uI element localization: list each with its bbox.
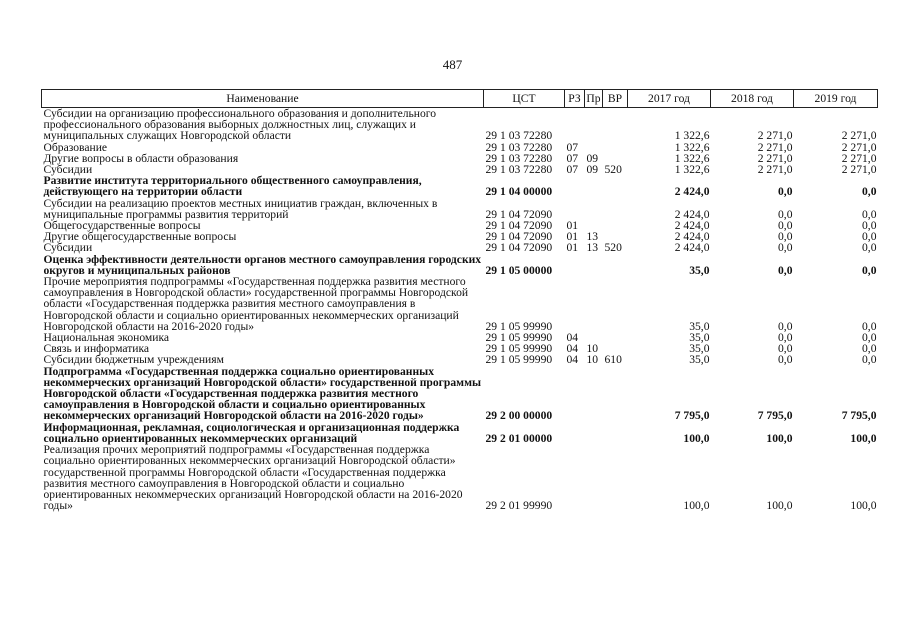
- cell-vr: [603, 220, 628, 231]
- cell-y2017: 7 795,0: [674, 409, 710, 423]
- cell-y2019: 2 271,0: [841, 129, 877, 143]
- table-row: [42, 422, 878, 444]
- cell-name: Оценка эффективности деятельности органов местного самоуправления городских округов и муниципальных районов: [43, 252, 482, 277]
- cell-y2017: 1 322,6: [674, 129, 710, 143]
- cell-vr: 520: [604, 241, 622, 255]
- cell-name: Национальная экономика: [43, 331, 170, 345]
- cell-rz: [565, 366, 585, 422]
- cell-vr: [603, 366, 628, 422]
- cell-cst: 29 1 03 72280: [485, 129, 553, 143]
- cell-vr: [603, 198, 628, 220]
- table-row: [42, 254, 878, 276]
- cell-y2017: 35,0: [689, 342, 710, 356]
- cell-rz: 04: [566, 331, 579, 345]
- cell-cst: 29 2 01 00000: [485, 431, 553, 445]
- table-row: [42, 108, 878, 142]
- cell-y2018: 0,0: [778, 207, 793, 221]
- cell-y2018: 100,0: [766, 431, 793, 445]
- header-2019: 2019 год: [794, 90, 878, 108]
- cell-y2019: 2 271,0: [841, 163, 877, 177]
- cell-cst: 29 1 04 72090: [485, 219, 553, 233]
- cell-name: Образование: [43, 140, 108, 154]
- cell-name: Развитие института территориального общественного самоуправления, действующего на территории области: [43, 174, 422, 199]
- cell-rz: [565, 422, 585, 444]
- cell-y2019: 0,0: [862, 353, 877, 367]
- cell-rz: [565, 175, 585, 197]
- cell-pr: 09: [586, 163, 599, 177]
- cell-y2018: 0,0: [778, 263, 793, 277]
- cell-pr: [585, 175, 603, 197]
- cell-name: Субсидии на организацию профессионального образования и дополнительного профессионального образования выборных должностных лиц, служащих и муниципальных служащих Новгородской области: [43, 107, 437, 143]
- cell-pr: [585, 198, 603, 220]
- cell-y2018: 0,0: [778, 331, 793, 345]
- header-2018: 2018 год: [711, 90, 794, 108]
- cell-cst: 29 2 01 99990: [485, 499, 553, 513]
- cell-name: Общегосударственные вопросы: [43, 219, 201, 233]
- cell-y2019: 2 271,0: [841, 140, 877, 154]
- cell-name: Субсидии на реализацию проектов местных инициатив граждан, включенных в муниципальные программы развития территорий: [43, 196, 438, 221]
- cell-pr: [585, 108, 603, 142]
- cell-y2017: 35,0: [689, 353, 710, 367]
- cell-y2017: 35,0: [689, 331, 710, 345]
- cell-y2019: 0,0: [862, 185, 877, 199]
- cell-cst: 29 1 04 72090: [485, 230, 553, 244]
- cell-cst: 29 1 04 72090: [485, 207, 553, 221]
- cell-vr: [603, 254, 628, 276]
- cell-y2019: 7 795,0: [841, 409, 877, 423]
- cell-vr: 520: [604, 163, 622, 177]
- cell-y2018: 0,0: [778, 319, 793, 333]
- cell-pr: 10: [586, 342, 599, 356]
- cell-name: Реализация прочих мероприятий подпрограммы «Государственная поддержка социально ориентированных некоммерческих организаций Новгородской области» государственной программы Новгородской области «Государственная поддержка развития местного самоуправления в Новгородской области и социально ориентированных некоммерческих организаций Новгородской области на 2016-2020 годы»: [43, 443, 463, 513]
- cell-y2017: 2 424,0: [674, 230, 710, 244]
- cell-pr: 10: [586, 353, 599, 367]
- cell-pr: 13: [586, 230, 599, 244]
- cell-y2018: 0,0: [778, 353, 793, 367]
- table-row: [42, 198, 878, 220]
- cell-rz: [565, 276, 585, 332]
- cell-y2019: 0,0: [862, 331, 877, 345]
- cell-y2018: 2 271,0: [757, 163, 793, 177]
- table-row: [42, 231, 878, 242]
- table-row: [42, 153, 878, 164]
- cell-cst: 29 1 05 99990: [485, 353, 553, 367]
- table-row: [42, 242, 878, 253]
- table-row: [42, 332, 878, 343]
- header-pr: Пр: [585, 90, 603, 108]
- cell-name: Подпрограмма «Государственная поддержка социально ориентированных некоммерческих организаций Новгородской области» государственной программы Новгородской области «Государственная поддержка развития местного самоуправления в Новгородской области и социально ориентированных некоммерческих организаций Новгородской области на 2016-2020 годы»: [43, 364, 482, 423]
- cell-y2019: 0,0: [862, 263, 877, 277]
- table-row: [42, 175, 878, 197]
- cell-rz: 07: [566, 151, 579, 165]
- cell-y2019: 2 271,0: [841, 151, 877, 165]
- cell-cst: 29 2 00 00000: [485, 409, 553, 423]
- cell-y2019: 0,0: [862, 241, 877, 255]
- cell-rz: 04: [566, 353, 579, 367]
- cell-name: Субсидии: [43, 163, 93, 177]
- cell-vr: [603, 276, 628, 332]
- cell-cst: 29 1 03 72280: [485, 140, 553, 154]
- cell-pr: [585, 254, 603, 276]
- cell-vr: [603, 142, 628, 153]
- cell-cst: 29 1 04 00000: [485, 185, 553, 199]
- cell-vr: [603, 444, 628, 511]
- cell-name: Связь и информатика: [43, 342, 150, 356]
- cell-name: Субсидии: [43, 241, 93, 255]
- cell-cst: 29 1 03 72280: [485, 163, 553, 177]
- cell-y2017: 2 424,0: [674, 207, 710, 221]
- cell-y2017: 2 424,0: [674, 241, 710, 255]
- cell-y2019: 100,0: [850, 431, 877, 445]
- cell-y2017: 100,0: [683, 499, 710, 513]
- table-header: [42, 90, 878, 108]
- cell-rz: [565, 108, 585, 142]
- cell-pr: 09: [586, 151, 599, 165]
- cell-rz: [565, 254, 585, 276]
- cell-y2018: 0,0: [778, 219, 793, 233]
- cell-vr: [603, 175, 628, 197]
- cell-rz: 07: [566, 140, 579, 154]
- cell-cst: 29 1 05 00000: [485, 263, 553, 277]
- cell-y2018: 7 795,0: [757, 409, 793, 423]
- table-body: [42, 108, 878, 512]
- page-number: 487: [442, 57, 463, 72]
- cell-cst: 29 1 05 99990: [485, 342, 553, 356]
- cell-y2017: 1 322,6: [674, 140, 710, 154]
- header-2017: 2017 год: [628, 90, 711, 108]
- cell-y2018: 0,0: [778, 230, 793, 244]
- cell-y2017: 1 322,6: [674, 163, 710, 177]
- cell-vr: 610: [604, 353, 622, 367]
- cell-vr: [603, 422, 628, 444]
- cell-name: Субсидии бюджетным учреждениям: [43, 353, 224, 367]
- cell-vr: [603, 108, 628, 142]
- cell-y2017: 2 424,0: [674, 185, 710, 199]
- header-rz: РЗ: [565, 90, 585, 108]
- header-cst: ЦСТ: [484, 90, 565, 108]
- cell-y2017: 35,0: [689, 263, 710, 277]
- cell-pr: [585, 422, 603, 444]
- cell-y2019: 0,0: [862, 342, 877, 356]
- cell-pr: [585, 444, 603, 511]
- header-name: Наименование: [42, 90, 484, 108]
- cell-y2018: 0,0: [778, 185, 793, 199]
- cell-rz: 07: [566, 163, 579, 177]
- table-row: [42, 366, 878, 422]
- cell-y2018: 2 271,0: [757, 129, 793, 143]
- cell-y2019: 0,0: [862, 207, 877, 221]
- cell-rz: 01: [566, 230, 579, 244]
- cell-rz: [565, 444, 585, 511]
- table-row: [42, 354, 878, 365]
- cell-y2019: 0,0: [862, 319, 877, 333]
- table-row: [42, 276, 878, 332]
- cell-y2018: 2 271,0: [757, 140, 793, 154]
- cell-y2018: 100,0: [766, 499, 793, 513]
- cell-y2018: 0,0: [778, 241, 793, 255]
- cell-cst: 29 1 05 99990: [485, 331, 553, 345]
- cell-pr: [585, 276, 603, 332]
- cell-y2017: 2 424,0: [674, 219, 710, 233]
- cell-rz: 04: [566, 342, 579, 356]
- cell-cst: 29 1 03 72280: [485, 151, 553, 165]
- cell-name: Другие вопросы в области образования: [43, 151, 239, 165]
- cell-y2019: 100,0: [850, 499, 877, 513]
- cell-cst: 29 1 05 99990: [485, 319, 553, 333]
- cell-cst: 29 1 04 72090: [485, 241, 553, 255]
- cell-pr: 13: [586, 241, 599, 255]
- cell-y2019: 0,0: [862, 219, 877, 233]
- cell-pr: [585, 366, 603, 422]
- budget-table: [41, 89, 878, 511]
- cell-rz: [565, 198, 585, 220]
- cell-name: Информационная, рекламная, социологическая и организационная поддержка социально ориентированных некоммерческих организаций: [43, 420, 460, 445]
- table-row: [42, 444, 878, 511]
- cell-y2017: 35,0: [689, 319, 710, 333]
- cell-vr: [603, 332, 628, 343]
- cell-rz: 01: [566, 241, 579, 255]
- cell-y2017: 1 322,6: [674, 151, 710, 165]
- cell-name: Другие общегосударственные вопросы: [43, 230, 237, 244]
- cell-y2018: 0,0: [778, 342, 793, 356]
- cell-y2017: 100,0: [683, 431, 710, 445]
- cell-name: Прочие мероприятия подпрограммы «Государственная поддержка развития местного самоуправления в Новгородской области» государственной программы Новгородской области «Государственная поддержка развития местного самоуправления в Новгородской области и социально ориентированных некоммерческих организаций Новгородской области на 2016-2020 годы»: [43, 275, 469, 333]
- cell-y2019: 0,0: [862, 230, 877, 244]
- cell-rz: 01: [566, 219, 579, 233]
- header-vr: ВР: [603, 90, 628, 108]
- cell-y2018: 2 271,0: [757, 151, 793, 165]
